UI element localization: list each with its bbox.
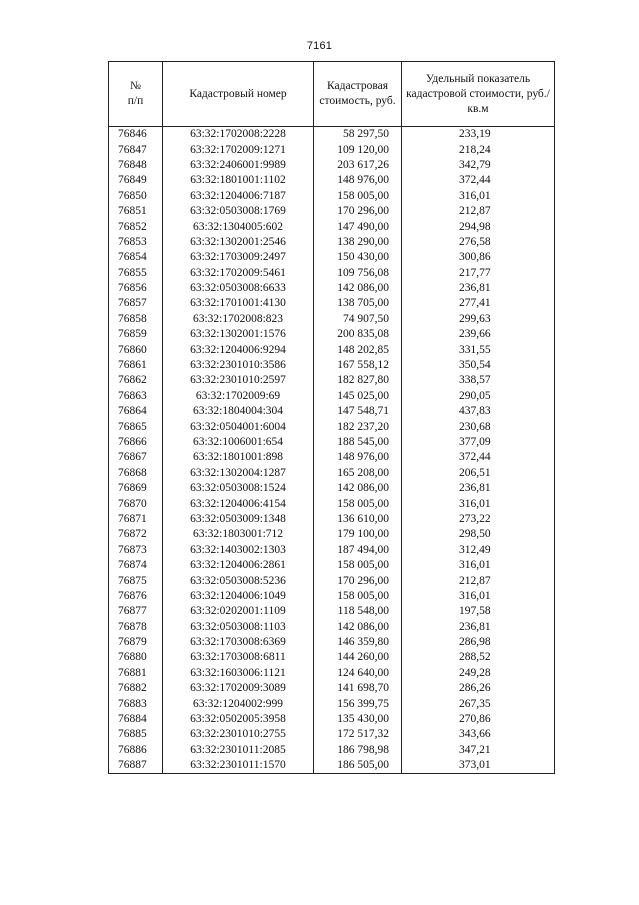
cadastral-value-cell: 144 260,00 — [314, 650, 402, 665]
table-row — [109, 142, 555, 157]
specific-index-cell: 316,01 — [402, 558, 555, 573]
cadastral-value-cell: 142 086,00 — [314, 481, 402, 496]
cadastral-number-cell: 63:32:1801001:898 — [163, 450, 314, 465]
cadastral-value-cell: 158 005,00 — [314, 558, 402, 573]
specific-index-cell: 233,19 — [402, 127, 555, 143]
row-number-cell: 76881 — [109, 666, 163, 681]
cadastral-value-cell: 74 907,50 — [314, 312, 402, 327]
row-number-cell: 76852 — [109, 219, 163, 234]
specific-index-cell: 270,86 — [402, 712, 555, 727]
specific-index-cell: 267,35 — [402, 696, 555, 711]
cadastral-number-cell: 63:32:0502005:3958 — [163, 712, 314, 727]
row-number-cell: 76879 — [109, 635, 163, 650]
cadastral-value-cell: 124 640,00 — [314, 666, 402, 681]
cadastral-value-cell: 179 100,00 — [314, 527, 402, 542]
row-number-cell: 76865 — [109, 419, 163, 434]
specific-index-cell: 372,44 — [402, 450, 555, 465]
cadastral-number-cell: 63:32:2301010:2597 — [163, 373, 314, 388]
page-number: 7161 — [306, 40, 333, 52]
cadastral-value-cell: 138 290,00 — [314, 235, 402, 250]
table-row — [109, 620, 555, 635]
cadastral-value-cell: 150 430,00 — [314, 250, 402, 265]
specific-index-cell: 288,52 — [402, 650, 555, 665]
cadastral-value-cell: 158 005,00 — [314, 189, 402, 204]
specific-index-cell: 236,81 — [402, 620, 555, 635]
specific-index-cell: 277,41 — [402, 296, 555, 311]
row-number-cell: 76860 — [109, 342, 163, 357]
cadastral-value-cell: 182 237,20 — [314, 419, 402, 434]
cadastral-number-cell: 63:32:2406001:9989 — [163, 158, 314, 173]
cadastral-value-cell: 167 558,12 — [314, 358, 402, 373]
cadastral-number-cell: 63:32:1204006:9294 — [163, 342, 314, 357]
specific-index-cell: 286,98 — [402, 635, 555, 650]
row-number-cell: 76870 — [109, 496, 163, 511]
cadastral-value-cell: 186 505,00 — [314, 758, 402, 774]
row-number-cell: 76875 — [109, 573, 163, 588]
table-row — [109, 743, 555, 758]
table-row — [109, 527, 555, 542]
header-cadastral-value: Кадастровая стоимость, руб. — [314, 62, 402, 127]
table-row — [109, 358, 555, 373]
specific-index-cell: 377,09 — [402, 435, 555, 450]
cadastral-number-cell: 63:32:1603006:1121 — [163, 666, 314, 681]
cadastral-value-cell: 170 296,00 — [314, 204, 402, 219]
cadastral-number-cell: 63:32:1803001:712 — [163, 527, 314, 542]
table-row — [109, 373, 555, 388]
row-number-cell: 76880 — [109, 650, 163, 665]
row-number-cell: 76871 — [109, 512, 163, 527]
table-row — [109, 650, 555, 665]
table-row — [109, 312, 555, 327]
cadastral-value-cell: 148 976,00 — [314, 450, 402, 465]
row-number-cell: 76846 — [109, 127, 163, 143]
row-number-cell: 76862 — [109, 373, 163, 388]
cadastral-value-cell: 145 025,00 — [314, 389, 402, 404]
specific-index-cell: 373,01 — [402, 758, 555, 774]
cadastral-value-cell: 188 545,00 — [314, 435, 402, 450]
cadastral-number-cell: 63:32:0202001:1109 — [163, 604, 314, 619]
row-number-cell: 76864 — [109, 404, 163, 419]
cadastral-number-cell: 63:32:1702009:3089 — [163, 681, 314, 696]
table-row — [109, 558, 555, 573]
specific-index-cell: 298,50 — [402, 527, 555, 542]
table-row — [109, 543, 555, 558]
cadastral-value-cell: 148 976,00 — [314, 173, 402, 188]
row-number-cell: 76874 — [109, 558, 163, 573]
cadastral-number-cell: 63:32:1701001:4130 — [163, 296, 314, 311]
specific-index-cell: 350,54 — [402, 358, 555, 373]
cadastral-value-cell: 182 827,80 — [314, 373, 402, 388]
cadastral-value-cell: 148 202,85 — [314, 342, 402, 357]
specific-index-cell: 197,58 — [402, 604, 555, 619]
table-row — [109, 435, 555, 450]
row-number-cell: 76882 — [109, 681, 163, 696]
row-number-cell: 76884 — [109, 712, 163, 727]
cadastral-value-cell: 142 086,00 — [314, 620, 402, 635]
header-cadastral-number: Кадастровый номер — [163, 62, 314, 127]
row-number-cell: 76872 — [109, 527, 163, 542]
table-row — [109, 635, 555, 650]
cadastral-number-cell: 63:32:1204006:2861 — [163, 558, 314, 573]
cadastral-value-cell: 203 617,26 — [314, 158, 402, 173]
row-number-cell: 76854 — [109, 250, 163, 265]
cadastral-number-cell: 63:32:1304005:602 — [163, 219, 314, 234]
specific-index-cell: 300,86 — [402, 250, 555, 265]
cadastral-number-cell: 63:32:1702008:823 — [163, 312, 314, 327]
table-row — [109, 204, 555, 219]
cadastral-value-cell: 187 494,00 — [314, 543, 402, 558]
specific-index-cell: 316,01 — [402, 589, 555, 604]
row-number-cell: 76868 — [109, 466, 163, 481]
cadastral-value-cell: 146 359,80 — [314, 635, 402, 650]
table-row — [109, 512, 555, 527]
cadastral-value-cell: 186 798,98 — [314, 743, 402, 758]
cadastral-number-cell: 63:32:1204006:4154 — [163, 496, 314, 511]
specific-index-cell: 316,01 — [402, 496, 555, 511]
row-number-cell: 76866 — [109, 435, 163, 450]
table-header — [109, 62, 555, 127]
row-number-cell: 76861 — [109, 358, 163, 373]
table-row — [109, 589, 555, 604]
specific-index-cell: 342,79 — [402, 158, 555, 173]
specific-index-cell: 239,66 — [402, 327, 555, 342]
row-number-cell: 76863 — [109, 389, 163, 404]
row-number-cell: 76886 — [109, 743, 163, 758]
cadastral-number-cell: 63:32:1702008:2228 — [163, 127, 314, 143]
cadastral-value-cell: 200 835,08 — [314, 327, 402, 342]
table-row — [109, 404, 555, 419]
cadastral-table — [108, 61, 555, 774]
specific-index-cell: 347,21 — [402, 743, 555, 758]
row-number-cell: 76853 — [109, 235, 163, 250]
row-number-cell: 76887 — [109, 758, 163, 774]
cadastral-value-cell: 109 120,00 — [314, 142, 402, 157]
cadastral-number-cell: 63:32:2301010:3586 — [163, 358, 314, 373]
table-row — [109, 666, 555, 681]
table-row — [109, 481, 555, 496]
cadastral-number-cell: 63:32:1302001:2546 — [163, 235, 314, 250]
table-row — [109, 189, 555, 204]
cadastral-number-cell: 63:32:2301011:1570 — [163, 758, 314, 774]
cadastral-number-cell: 63:32:1302001:1576 — [163, 327, 314, 342]
row-number-cell: 76849 — [109, 173, 163, 188]
table-row — [109, 712, 555, 727]
header-row-number: № п/п — [109, 62, 163, 127]
cadastral-value-cell: 58 297,50 — [314, 127, 402, 143]
cadastral-value-cell: 156 399,75 — [314, 696, 402, 711]
cadastral-value-cell: 141 698,70 — [314, 681, 402, 696]
specific-index-cell: 312,49 — [402, 543, 555, 558]
specific-index-cell: 217,77 — [402, 266, 555, 281]
row-number-cell: 76873 — [109, 543, 163, 558]
specific-index-cell: 290,05 — [402, 389, 555, 404]
cadastral-number-cell: 63:32:1204006:7187 — [163, 189, 314, 204]
row-number-cell: 76867 — [109, 450, 163, 465]
specific-index-cell: 316,01 — [402, 189, 555, 204]
specific-index-cell: 276,58 — [402, 235, 555, 250]
table-row — [109, 727, 555, 742]
table-row — [109, 158, 555, 173]
cadastral-number-cell: 63:32:0503008:1524 — [163, 481, 314, 496]
table-row — [109, 496, 555, 511]
specific-index-cell: 299,63 — [402, 312, 555, 327]
cadastral-number-cell: 63:32:0503009:1348 — [163, 512, 314, 527]
row-number-cell: 76876 — [109, 589, 163, 604]
cadastral-number-cell: 63:32:1702009:5461 — [163, 266, 314, 281]
cadastral-value-cell: 138 705,00 — [314, 296, 402, 311]
row-number-cell: 76869 — [109, 481, 163, 496]
cadastral-number-cell: 63:32:1006001:654 — [163, 435, 314, 450]
table-row — [109, 573, 555, 588]
table-row — [109, 173, 555, 188]
specific-index-cell: 437,83 — [402, 404, 555, 419]
table-row — [109, 466, 555, 481]
specific-index-cell: 343,66 — [402, 727, 555, 742]
table-row — [109, 604, 555, 619]
specific-index-cell: 372,44 — [402, 173, 555, 188]
specific-index-cell: 218,24 — [402, 142, 555, 157]
table-row — [109, 419, 555, 434]
cadastral-number-cell: 63:32:1204006:1049 — [163, 589, 314, 604]
specific-index-cell: 331,55 — [402, 342, 555, 357]
specific-index-cell: 286,26 — [402, 681, 555, 696]
row-number-cell: 76883 — [109, 696, 163, 711]
cadastral-value-cell: 135 430,00 — [314, 712, 402, 727]
specific-index-cell: 212,87 — [402, 204, 555, 219]
cadastral-value-cell: 147 548,71 — [314, 404, 402, 419]
cadastral-number-cell: 63:32:0503008:5236 — [163, 573, 314, 588]
cadastral-value-cell: 147 490,00 — [314, 219, 402, 234]
cadastral-value-cell: 109 756,08 — [314, 266, 402, 281]
table-row — [109, 450, 555, 465]
cadastral-number-cell: 63:32:1703008:6369 — [163, 635, 314, 650]
specific-index-cell: 212,87 — [402, 573, 555, 588]
table-row — [109, 342, 555, 357]
row-number-cell: 76858 — [109, 312, 163, 327]
row-number-cell: 76847 — [109, 142, 163, 157]
cadastral-number-cell: 63:32:1702009:1271 — [163, 142, 314, 157]
specific-index-cell: 230,68 — [402, 419, 555, 434]
table-row — [109, 281, 555, 296]
cadastral-value-cell: 118 548,00 — [314, 604, 402, 619]
cadastral-value-cell: 158 005,00 — [314, 589, 402, 604]
table-row — [109, 681, 555, 696]
cadastral-number-cell: 63:32:0503008:1103 — [163, 620, 314, 635]
row-number-cell: 76850 — [109, 189, 163, 204]
cadastral-number-cell: 63:32:1801001:1102 — [163, 173, 314, 188]
specific-index-cell: 206,51 — [402, 466, 555, 481]
header-specific-index: Удельный показатель кадастровой стоимости, руб./кв.м — [402, 62, 555, 127]
specific-index-cell: 273,22 — [402, 512, 555, 527]
table-row — [109, 266, 555, 281]
cadastral-number-cell: 63:32:1302004:1287 — [163, 466, 314, 481]
row-number-cell: 76857 — [109, 296, 163, 311]
cadastral-number-cell: 63:32:1702009:69 — [163, 389, 314, 404]
cadastral-number-cell: 63:32:1403002:1303 — [163, 543, 314, 558]
specific-index-cell: 294,98 — [402, 219, 555, 234]
table-row — [109, 389, 555, 404]
table-row — [109, 127, 555, 143]
cadastral-number-cell: 63:32:1204002:999 — [163, 696, 314, 711]
table-row — [109, 696, 555, 711]
row-number-cell: 76856 — [109, 281, 163, 296]
row-number-cell: 76885 — [109, 727, 163, 742]
row-number-cell: 76855 — [109, 266, 163, 281]
cadastral-number-cell: 63:32:2301011:2085 — [163, 743, 314, 758]
cadastral-number-cell: 63:32:0503008:6633 — [163, 281, 314, 296]
row-number-cell: 76859 — [109, 327, 163, 342]
row-number-cell: 76851 — [109, 204, 163, 219]
cadastral-number-cell: 63:32:2301010:2755 — [163, 727, 314, 742]
table-row — [109, 250, 555, 265]
specific-index-cell: 236,81 — [402, 281, 555, 296]
row-number-cell: 76848 — [109, 158, 163, 173]
cadastral-value-cell: 165 208,00 — [314, 466, 402, 481]
row-number-cell: 76878 — [109, 620, 163, 635]
table-row — [109, 296, 555, 311]
cadastral-number-cell: 63:32:1703008:6811 — [163, 650, 314, 665]
row-number-cell: 76877 — [109, 604, 163, 619]
cadastral-value-cell: 136 610,00 — [314, 512, 402, 527]
cadastral-number-cell: 63:32:0504001:6004 — [163, 419, 314, 434]
cadastral-value-cell: 172 517,32 — [314, 727, 402, 742]
specific-index-cell: 236,81 — [402, 481, 555, 496]
table-row — [109, 758, 555, 774]
cadastral-value-cell: 158 005,00 — [314, 496, 402, 511]
cadastral-number-cell: 63:32:1804004:304 — [163, 404, 314, 419]
cadastral-value-cell: 170 296,00 — [314, 573, 402, 588]
table-body — [109, 127, 555, 774]
table-row — [109, 235, 555, 250]
cadastral-number-cell: 63:32:1703009:2497 — [163, 250, 314, 265]
specific-index-cell: 249,28 — [402, 666, 555, 681]
cadastral-value-cell: 142 086,00 — [314, 281, 402, 296]
specific-index-cell: 338,57 — [402, 373, 555, 388]
table-row — [109, 219, 555, 234]
cadastral-number-cell: 63:32:0503008:1769 — [163, 204, 314, 219]
table-row — [109, 327, 555, 342]
